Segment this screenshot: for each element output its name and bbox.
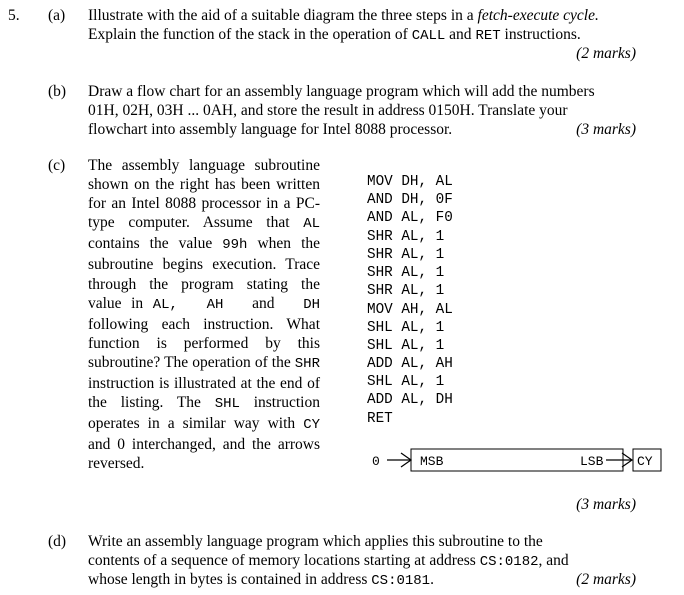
part-d-line1: Write an assembly language program which applies this subroutine to the xyxy=(88,533,543,550)
part-b-marks: (3 marks) xyxy=(576,121,636,138)
ret-keyword: RET xyxy=(475,28,501,44)
code-line-2: AND DH, 0F xyxy=(367,192,453,208)
question-number: 5. xyxy=(8,7,20,24)
part-c-paragraph xyxy=(88,156,320,474)
part-c-text-3: when the subroutine begins execution. Trace through the program stating the value in xyxy=(88,235,321,312)
part-a-emphasis: fetch-execute cycle. xyxy=(477,7,599,24)
part-a-line2 xyxy=(88,25,581,46)
part-d-line2-end: , and xyxy=(538,552,569,569)
part-c-text-6: instruction operates in a similar way with xyxy=(88,394,320,433)
part-d-line3-end: . xyxy=(430,571,434,588)
code-line-12: SHL AL, 1 xyxy=(367,374,445,390)
start-address: CS:0182 xyxy=(479,554,539,570)
code-line-9: SHL AL, 1 xyxy=(367,320,445,336)
code-line-14: RET xyxy=(367,411,393,427)
cy-label: CY xyxy=(637,454,653,469)
shr-diagram-graphic xyxy=(360,445,670,479)
lsb-label: LSB xyxy=(580,454,604,469)
part-a-label: (a) xyxy=(48,7,66,24)
part-d-marks: (2 marks) xyxy=(576,571,636,588)
part-d-line2 xyxy=(88,551,569,572)
part-b-line1: Draw a flow chart for an assembly language program which will add the numbers xyxy=(88,83,595,100)
code-line-10: SHL AL, 1 xyxy=(367,338,445,354)
code-line-1: MOV DH, AL xyxy=(367,174,453,190)
length-address: CS:0181 xyxy=(371,573,431,589)
code-line-4: SHR AL, 1 xyxy=(367,229,445,245)
part-a-line1 xyxy=(88,6,648,25)
part-a-marks: (2 marks) xyxy=(576,45,636,62)
code-line-11: ADD AL, AH xyxy=(367,356,453,372)
code-line-7: SHR AL, 1 xyxy=(367,283,445,299)
dh-register: DH xyxy=(303,296,321,313)
part-b-line2: 01H, 02H, 03H ... 0AH, and store the result in address 0150H. Translate your xyxy=(88,102,568,119)
part-b-label: (b) xyxy=(48,83,67,100)
code-line-6: SHR AL, 1 xyxy=(367,265,445,281)
code-line-13: ADD AL, DH xyxy=(367,392,453,408)
part-a-and: and xyxy=(445,26,476,43)
al-register: AL xyxy=(303,216,320,233)
part-c-text-5: instruction is illustrated at the end of the listing. The xyxy=(88,375,320,412)
part-c-text-4: following each instruction. What function is performed by this subroutine? The operation of the xyxy=(88,315,320,371)
al-register-2: AL, xyxy=(152,296,178,313)
part-d-line2-text: contents of a sequence of memory locations starting at address xyxy=(88,552,480,569)
part-a-line2-text: Explain the function of the stack in the operation of xyxy=(88,26,412,43)
part-c-text-1: The assembly language subroutine shown on the right has been written for an Intel 8088 processor in a PC-type computer. Assume that xyxy=(88,157,320,232)
msb-label: MSB xyxy=(420,454,444,469)
call-keyword: CALL xyxy=(411,28,446,44)
part-a-line2-end: instructions. xyxy=(500,26,581,43)
code-line-8: MOV AH, AL xyxy=(367,302,453,318)
part-d-line3 xyxy=(88,570,434,591)
part-c-text-2: contains the value xyxy=(88,235,223,253)
part-a-line1-text: Illustrate with the aid of a suitable diagram the three steps in a xyxy=(88,7,478,24)
code-line-3: AND AL, F0 xyxy=(367,210,453,226)
part-c-text-7: and 0 interchanged, and the arrows reversed. xyxy=(88,436,320,473)
part-d-label: (d) xyxy=(48,533,67,550)
shift-in-zero: 0 xyxy=(372,454,380,469)
part-d-line3-text: whose length in bytes is contained in address xyxy=(88,571,372,588)
code-line-5: SHR AL, 1 xyxy=(367,247,445,263)
ah-register: AH xyxy=(206,296,224,313)
part-b-line3: flowchart into assembly language for Intel 8088 processor. xyxy=(88,121,453,138)
part-c-marks: (3 marks) xyxy=(576,496,636,513)
part-c-and: and xyxy=(252,294,275,312)
initial-value: 99h xyxy=(222,237,248,254)
cy-flag: CY xyxy=(303,417,320,434)
shr-keyword: SHR xyxy=(294,355,320,372)
part-c-label: (c) xyxy=(48,157,66,174)
shl-keyword: SHL xyxy=(214,396,240,413)
